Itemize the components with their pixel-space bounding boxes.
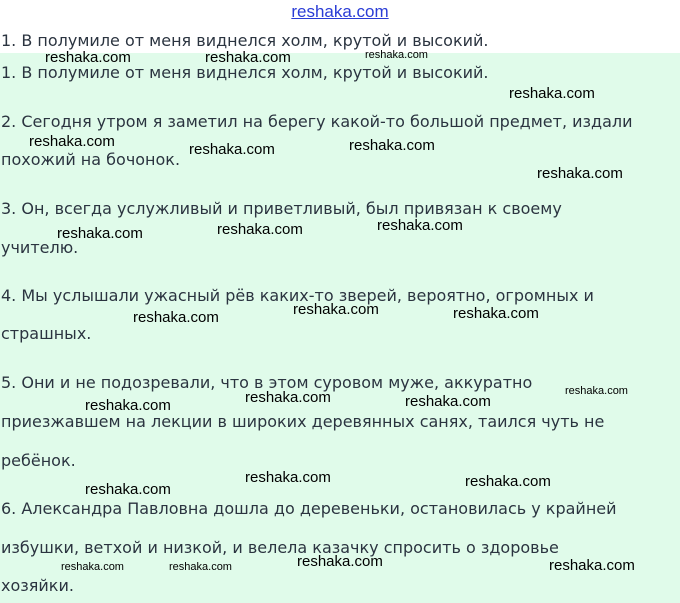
watermark: reshaka.com <box>245 389 331 406</box>
watermark: reshaka.com <box>453 305 539 322</box>
watermark: reshaka.com <box>61 561 124 573</box>
sentence-1: 1. В полумиле от меня виднелся холм, крутой и высокий. <box>1 63 489 82</box>
sentence-6-line-2: избушки, ветхой и низкой, и велела казачку спросить о здоровье <box>1 538 559 557</box>
watermark: reshaka.com <box>293 301 379 318</box>
sentence-1-heading: 1. В полумиле от меня виднелся холм, крутой и высокий. <box>1 31 489 50</box>
watermark: reshaka.com <box>217 221 303 238</box>
watermark: reshaka.com <box>169 561 232 573</box>
sentence-3-line-2: учителю. <box>1 238 79 257</box>
watermark: reshaka.com <box>29 133 115 150</box>
sentence-6-line-3: хозяйки. <box>1 576 74 595</box>
site-logo-link[interactable]: reshaka.com <box>291 2 389 21</box>
watermark: reshaka.com <box>405 393 491 410</box>
watermark: reshaka.com <box>537 165 623 182</box>
watermark: reshaka.com <box>465 473 551 490</box>
watermark: reshaka.com <box>549 557 635 574</box>
watermark: reshaka.com <box>297 553 383 570</box>
watermark: reshaka.com <box>377 217 463 234</box>
watermark: reshaka.com <box>349 137 435 154</box>
watermark: reshaka.com <box>365 49 428 61</box>
sentence-5-line-2: приезжавшем на лекции в широких деревянных санях, таился чуть не <box>1 412 605 431</box>
watermark: reshaka.com <box>205 49 291 66</box>
sentence-4-line-2: страшных. <box>1 324 92 343</box>
sentence-6-line-1: 6. Александра Павловна дошла до деревеньки, остановилась у крайней <box>1 499 617 518</box>
watermark: reshaka.com <box>189 141 275 158</box>
watermark: reshaka.com <box>133 309 219 326</box>
watermark: reshaka.com <box>565 385 628 397</box>
watermark: reshaka.com <box>57 225 143 242</box>
sentence-2-line-2: похожий на бочонок. <box>1 150 181 169</box>
sentence-4-line-1: 4. Мы услышали ужасный рёв каких-то зверей, вероятно, огромных и <box>1 286 594 305</box>
watermark: reshaka.com <box>245 469 331 486</box>
sentence-5-line-3: ребёнок. <box>1 451 76 470</box>
watermark: reshaka.com <box>45 49 131 66</box>
sentence-2-line-1: 2. Сегодня утром я заметил на берегу какой-то большой предмет, издали <box>1 112 633 131</box>
watermark: reshaka.com <box>85 481 171 498</box>
sentence-3-line-1: 3. Он, всегда услужливый и приветливый, был привязан к своему <box>1 199 562 218</box>
sentence-5-line-1: 5. Они и не подозревали, что в этом суровом муже, аккуратно <box>1 373 533 392</box>
watermark: reshaka.com <box>509 85 595 102</box>
watermark: reshaka.com <box>85 397 171 414</box>
